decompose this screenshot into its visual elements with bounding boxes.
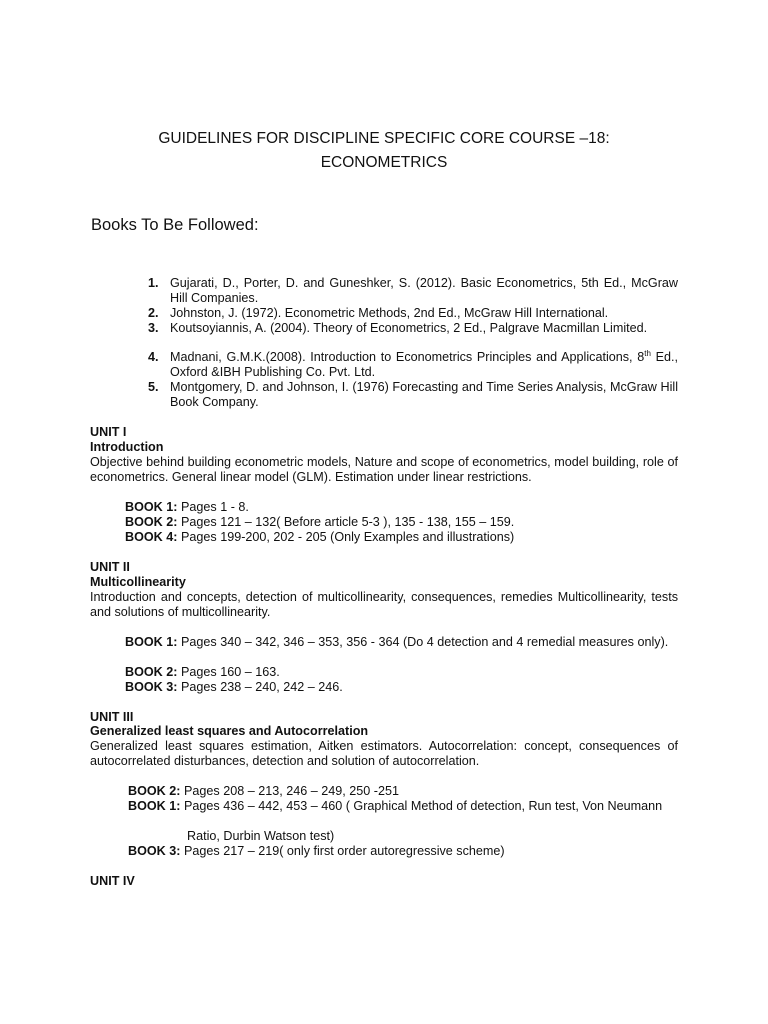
unit-2-book-ref: BOOK 3: Pages 238 – 240, 242 – 246. (125, 680, 343, 694)
unit-2-heading: Multicollinearity (90, 575, 186, 589)
reference-item: 3. Koutsoyiannis, A. (2004). Theory of Econometrics, 2 Ed., Palgrave Macmillan Limited. (148, 321, 648, 335)
unit-1-label: UNIT I (90, 425, 127, 439)
document-title (0, 127, 768, 175)
unit-1-text: Objective behind building econometric models, Nature and scope of econometrics, model building, role of econometrics. General linear model (GLM). Estimation under linear restrictions. (90, 455, 678, 484)
unit-1-book-ref: BOOK 1: Pages 1 - 8. (125, 500, 249, 514)
title-line-2: ECONOMETRICS (320, 154, 448, 171)
unit-2-text: Introduction and concepts, detection of multicollinearity, consequences, remedies Multicollinearity, tests and solutions of multicollinearity. (90, 590, 678, 619)
unit-3-book-ref: BOOK 3: Pages 217 – 219( only first order autoregressive scheme) (128, 844, 505, 858)
title-line-1: GUIDELINES FOR DISCIPLINE SPECIFIC CORE COURSE –18: (158, 130, 610, 147)
reference-item: 2. Johnston, J. (1972). Econometric Methods, 2nd Ed., McGraw Hill International. (148, 306, 609, 320)
unit-3-heading: Generalized least squares and Autocorrelation (90, 724, 369, 738)
reference-item: 4. Madnani, G.M.K.(2008). Introduction to Econometrics Principles and Applications, 8th Ed., Oxford &IBH Publishing Co. Pvt. Ltd. (148, 348, 679, 379)
unit-3-book-ref-continued: Ratio, Durbin Watson test) (187, 829, 335, 843)
unit-3-text: Generalized least squares estimation, Aitken estimators. Autocorrelation: concept, consequences of autocorrelated disturbances, detection and solution of autocorrelation. (90, 739, 678, 768)
unit-2-book-ref: BOOK 2: Pages 160 – 163. (125, 665, 280, 679)
unit-3-book-ref: BOOK 2: Pages 208 – 213, 246 – 249, 250 -251 (128, 784, 399, 798)
reference-item: 1. Gujarati, D., Porter, D. and Guneshker, S. (2012). Basic Econometrics, 5th Ed., McGraw Hill Companies. (148, 276, 678, 305)
unit-3-book-ref: BOOK 1: Pages 436 – 442, 453 – 460 ( Graphical Method of detection, Run test, Von Neumann (128, 799, 663, 813)
unit-3-label: UNIT III (90, 710, 134, 724)
unit-4-label: UNIT IV (90, 874, 135, 888)
unit-1-heading: Introduction (90, 440, 164, 454)
unit-1-book-ref: BOOK 4: Pages 199-200, 202 - 205 (Only Examples and illustrations) (125, 530, 515, 544)
unit-2-book-ref: BOOK 1: Pages 340 – 342, 346 – 353, 356 - 364 (Do 4 detection and 4 remedial measures only). (125, 635, 669, 649)
unit-2-label: UNIT II (90, 560, 130, 574)
reference-item: 5. Montgomery, D. and Johnson, I. (1976) Forecasting and Time Series Analysis, McGraw Hill Book Company. (148, 380, 678, 409)
unit-1-book-ref: BOOK 2: Pages 121 – 132( Before article 5-3 ), 135 - 138, 155 – 159. (125, 515, 515, 529)
books-heading: Books To Be Followed: (91, 216, 259, 234)
